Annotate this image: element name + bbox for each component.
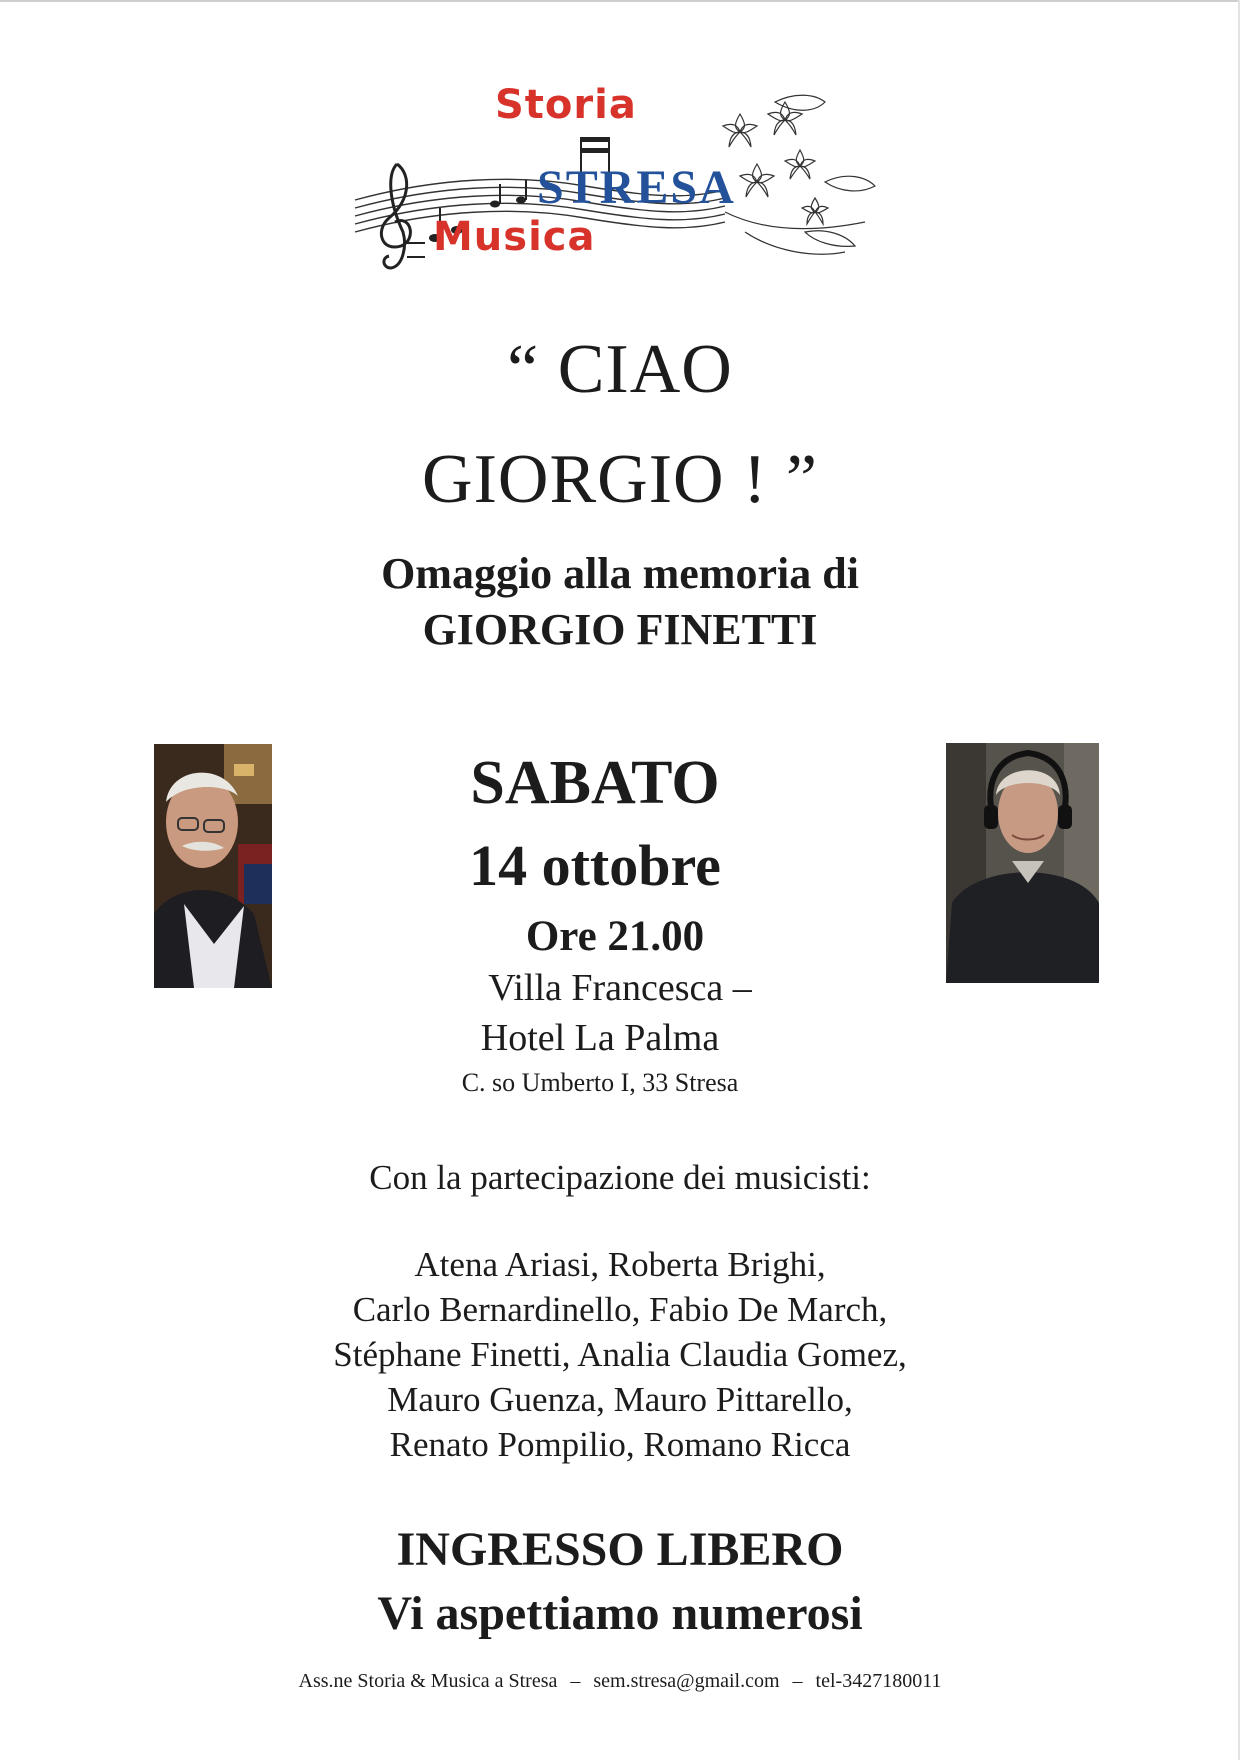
logo-musica-text: Musica	[433, 214, 596, 260]
logo	[345, 82, 905, 272]
event-day: SABATO	[470, 749, 720, 817]
musicians-intro: Con la partecipazione dei musicisti:	[369, 1158, 871, 1197]
venue-address: C. so Umberto I, 33 Stresa	[461, 1068, 739, 1097]
free-entry-text: INGRESSO LIBERO	[396, 1523, 844, 1576]
title-line-1: “ CIAO	[507, 331, 733, 408]
event-date: 14 ottobre	[469, 833, 721, 898]
venue-line-2: Hotel La Palma	[480, 1017, 720, 1059]
logo-stresa-text: STRESA	[537, 161, 736, 214]
portrait-photo-right	[946, 743, 1099, 983]
footer	[0, 1670, 1240, 1693]
title-line-2: GIORGIO ! ”	[422, 441, 818, 518]
musicians-list	[0, 1242, 1240, 1467]
footer-phone: tel-3427180011	[815, 1670, 942, 1692]
musicians-line: Carlo Bernardinello, Fabio De March,	[352, 1290, 888, 1329]
footer-email: sem.stresa@gmail.com	[593, 1670, 780, 1692]
scan-edge	[0, 0, 1240, 2]
footer-separator: –	[792, 1670, 803, 1692]
logo-storia-text: Storia	[495, 82, 637, 128]
portrait-photo-left	[154, 744, 272, 988]
venue-line-1: Villa Francesca –	[488, 967, 752, 1009]
footer-separator: –	[570, 1670, 581, 1692]
event-time: Ore 21.00	[525, 913, 705, 960]
welcome-text: Vi aspettiamo numerosi	[377, 1587, 863, 1640]
musicians-line: Renato Pompilio, Romano Ricca	[389, 1425, 851, 1464]
musicians-line: Mauro Guenza, Mauro Pittarello,	[387, 1380, 853, 1419]
subtitle-line-2: GIORGIO FINETTI	[422, 605, 818, 654]
musicians-line: Stéphane Finetti, Analia Claudia Gomez,	[333, 1335, 907, 1374]
footer-association: Ass.ne Storia & Musica a Stresa	[298, 1670, 558, 1692]
musicians-line: Atena Ariasi, Roberta Brighi,	[414, 1245, 826, 1284]
subtitle-line-1: Omaggio alla memoria di	[381, 549, 859, 598]
